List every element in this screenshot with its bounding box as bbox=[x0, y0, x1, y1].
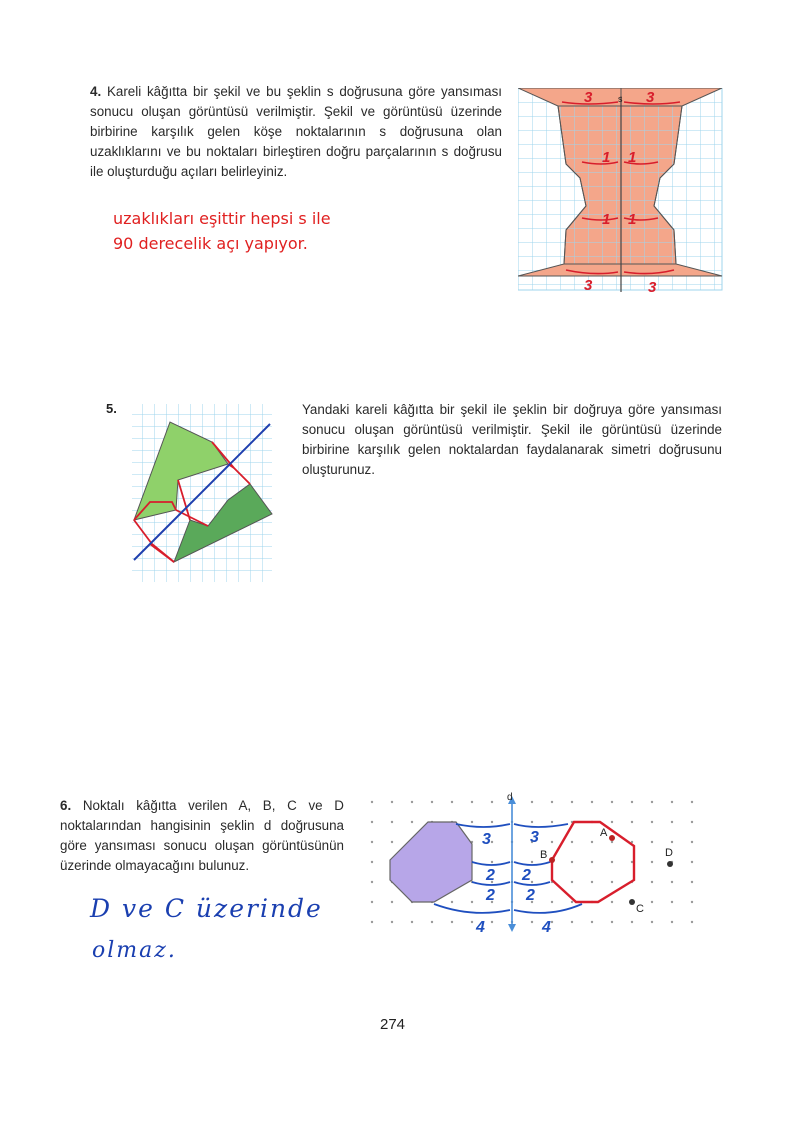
grid-dot bbox=[571, 921, 573, 923]
grid-dot bbox=[391, 801, 393, 803]
grid-dot bbox=[571, 881, 573, 883]
distance-mark: 3 bbox=[530, 829, 539, 846]
answer-4-line-1: uzaklıkları eşittir hepsi s ile bbox=[113, 209, 331, 228]
grid-dot bbox=[611, 881, 613, 883]
grid-dot bbox=[691, 901, 693, 903]
grid-dot bbox=[431, 801, 433, 803]
grid-dot bbox=[371, 921, 373, 923]
grid-dot bbox=[391, 901, 393, 903]
distance-mark: 1 bbox=[602, 149, 611, 166]
grid-dot bbox=[671, 901, 673, 903]
grid-dot bbox=[691, 801, 693, 803]
point-label-d: D bbox=[665, 847, 673, 859]
grid-dot bbox=[651, 921, 653, 923]
grid-dot bbox=[631, 921, 633, 923]
grid-dot bbox=[651, 901, 653, 903]
grid-dot bbox=[371, 881, 373, 883]
grid-dot bbox=[531, 921, 533, 923]
grid-dot bbox=[411, 801, 413, 803]
distance-mark: 2 bbox=[522, 867, 531, 884]
grid-dot bbox=[691, 841, 693, 843]
grid-dot bbox=[471, 921, 473, 923]
grid-dot bbox=[651, 861, 653, 863]
grid-dot bbox=[571, 861, 573, 863]
grid-dot bbox=[551, 801, 553, 803]
distance-mark: 4 bbox=[542, 919, 551, 936]
page-number: 274 bbox=[380, 1016, 406, 1033]
question-6-body: Noktalı kâğıtta verilen A, B, C ve D noktalarından hangisinin şeklin d doğrusuna göre yansıması sonucu oluşan görüntüsünün üzerinde olmayacağını bulunuz. bbox=[60, 798, 344, 873]
grid-dot bbox=[611, 901, 613, 903]
distance-mark: 1 bbox=[628, 211, 637, 228]
question-4-body: Kareli kâğıtta bir şekil ve bu şeklin s doğrusuna göre yansıması sonucu oluşan görüntüsü verilmiştir. Şekil ve görüntüsü üzerinde birbirine karşılık gelen köşe noktalarının s doğrusuna olan uzaklıklarını ve bu noktaları birleştiren doğru parçalarının s doğrusu ile oluşturduğu açıları belirleyiniz. bbox=[90, 84, 502, 179]
grid-dot bbox=[651, 881, 653, 883]
grid-dot bbox=[631, 821, 633, 823]
grid-dot bbox=[491, 841, 493, 843]
distance-mark: 2 bbox=[486, 887, 495, 904]
question-6-answer-line-1: D ve C üzerinde bbox=[90, 894, 323, 923]
grid-dot bbox=[611, 841, 613, 843]
grid-dot bbox=[531, 861, 533, 863]
grid-dot bbox=[491, 921, 493, 923]
grid-dot bbox=[411, 821, 413, 823]
grid-dot bbox=[391, 841, 393, 843]
point-label-b: B bbox=[540, 849, 548, 861]
grid-dot bbox=[431, 921, 433, 923]
grid-dot bbox=[591, 841, 593, 843]
question-6-answer-line-2: olmaz. bbox=[92, 938, 177, 963]
grid-dot bbox=[611, 821, 613, 823]
grid-dot bbox=[371, 821, 373, 823]
question-4-text bbox=[90, 82, 502, 182]
grid-dot bbox=[451, 921, 453, 923]
grid-dot bbox=[651, 841, 653, 843]
distance-mark: 3 bbox=[648, 279, 657, 294]
distance-mark: 4 bbox=[476, 919, 485, 936]
grid-dot bbox=[571, 901, 573, 903]
distance-mark: 3 bbox=[584, 277, 593, 294]
question-6-text bbox=[60, 796, 344, 876]
grid-dot bbox=[671, 921, 673, 923]
grid-dot bbox=[591, 801, 593, 803]
point-label-c: C bbox=[636, 903, 644, 915]
grid-dot bbox=[671, 841, 673, 843]
grid-dot bbox=[471, 901, 473, 903]
grid-dot bbox=[471, 821, 473, 823]
grid-dot bbox=[591, 861, 593, 863]
distance-mark: 3 bbox=[584, 89, 593, 106]
grid-dot bbox=[691, 881, 693, 883]
grid-dot bbox=[591, 881, 593, 883]
question-4-number: 4. bbox=[90, 84, 102, 99]
grid-dot bbox=[471, 801, 473, 803]
question-5-text: Yandaki kareli kâğıtta bir şekil ile şeklin bir doğruya göre yansıması sonucu oluşan görüntüsü verilmiştir. Şekil ile görüntüsü üzerinde birbirine karşılık gelen noktalardan faydalanarak simetri doğrusunu oluşturunuz. bbox=[302, 402, 722, 477]
answer-4-line-2: 90 derecelik açı yapıyor. bbox=[113, 234, 308, 253]
grid-dot bbox=[491, 801, 493, 803]
distance-mark: 1 bbox=[628, 149, 637, 166]
grid-dot bbox=[571, 841, 573, 843]
grid-dot bbox=[391, 821, 393, 823]
grid-dot bbox=[691, 921, 693, 923]
grid-dot bbox=[531, 821, 533, 823]
grid-dot bbox=[451, 901, 453, 903]
grid-dot bbox=[611, 801, 613, 803]
grid-dot bbox=[371, 901, 373, 903]
grid-dot bbox=[671, 801, 673, 803]
grid-dot bbox=[591, 921, 593, 923]
grid-dot bbox=[691, 821, 693, 823]
question-6-figure bbox=[360, 790, 700, 936]
original-shape bbox=[390, 822, 472, 902]
grid-dot bbox=[631, 801, 633, 803]
grid-dot bbox=[371, 841, 373, 843]
grid-dot bbox=[551, 901, 553, 903]
grid-dot bbox=[571, 801, 573, 803]
axis-label-s: s bbox=[618, 94, 623, 104]
grid-dot bbox=[551, 841, 553, 843]
grid-dot bbox=[671, 821, 673, 823]
grid-dot bbox=[651, 801, 653, 803]
grid-dot bbox=[491, 821, 493, 823]
point-label-a: A bbox=[600, 827, 608, 839]
grid-dot bbox=[371, 801, 373, 803]
grid-dot bbox=[531, 881, 533, 883]
distance-mark: 3 bbox=[646, 89, 655, 106]
grid-dot bbox=[531, 801, 533, 803]
grid-dot bbox=[451, 801, 453, 803]
question-4-figure bbox=[518, 88, 724, 294]
grid-dot bbox=[371, 861, 373, 863]
distance-mark: 2 bbox=[526, 887, 535, 904]
grid-dot bbox=[651, 821, 653, 823]
grid-dot bbox=[491, 861, 493, 863]
question-5-number: 5. bbox=[106, 401, 117, 416]
question-4-answer bbox=[113, 206, 331, 256]
grid-dot bbox=[551, 821, 553, 823]
question-6-number: 6. bbox=[60, 798, 72, 813]
grid-dot bbox=[411, 921, 413, 923]
distance-mark: 1 bbox=[602, 211, 611, 228]
grid-dot bbox=[691, 861, 693, 863]
axis-label-d: d bbox=[507, 792, 513, 803]
grid-dot bbox=[391, 921, 393, 923]
grid-dot bbox=[611, 921, 613, 923]
distance-mark: 3 bbox=[482, 831, 491, 848]
distance-mark: 2 bbox=[486, 867, 495, 884]
grid-dot bbox=[611, 861, 613, 863]
grid-dot bbox=[671, 881, 673, 883]
question-5-figure bbox=[130, 402, 274, 584]
grid-dot bbox=[551, 921, 553, 923]
